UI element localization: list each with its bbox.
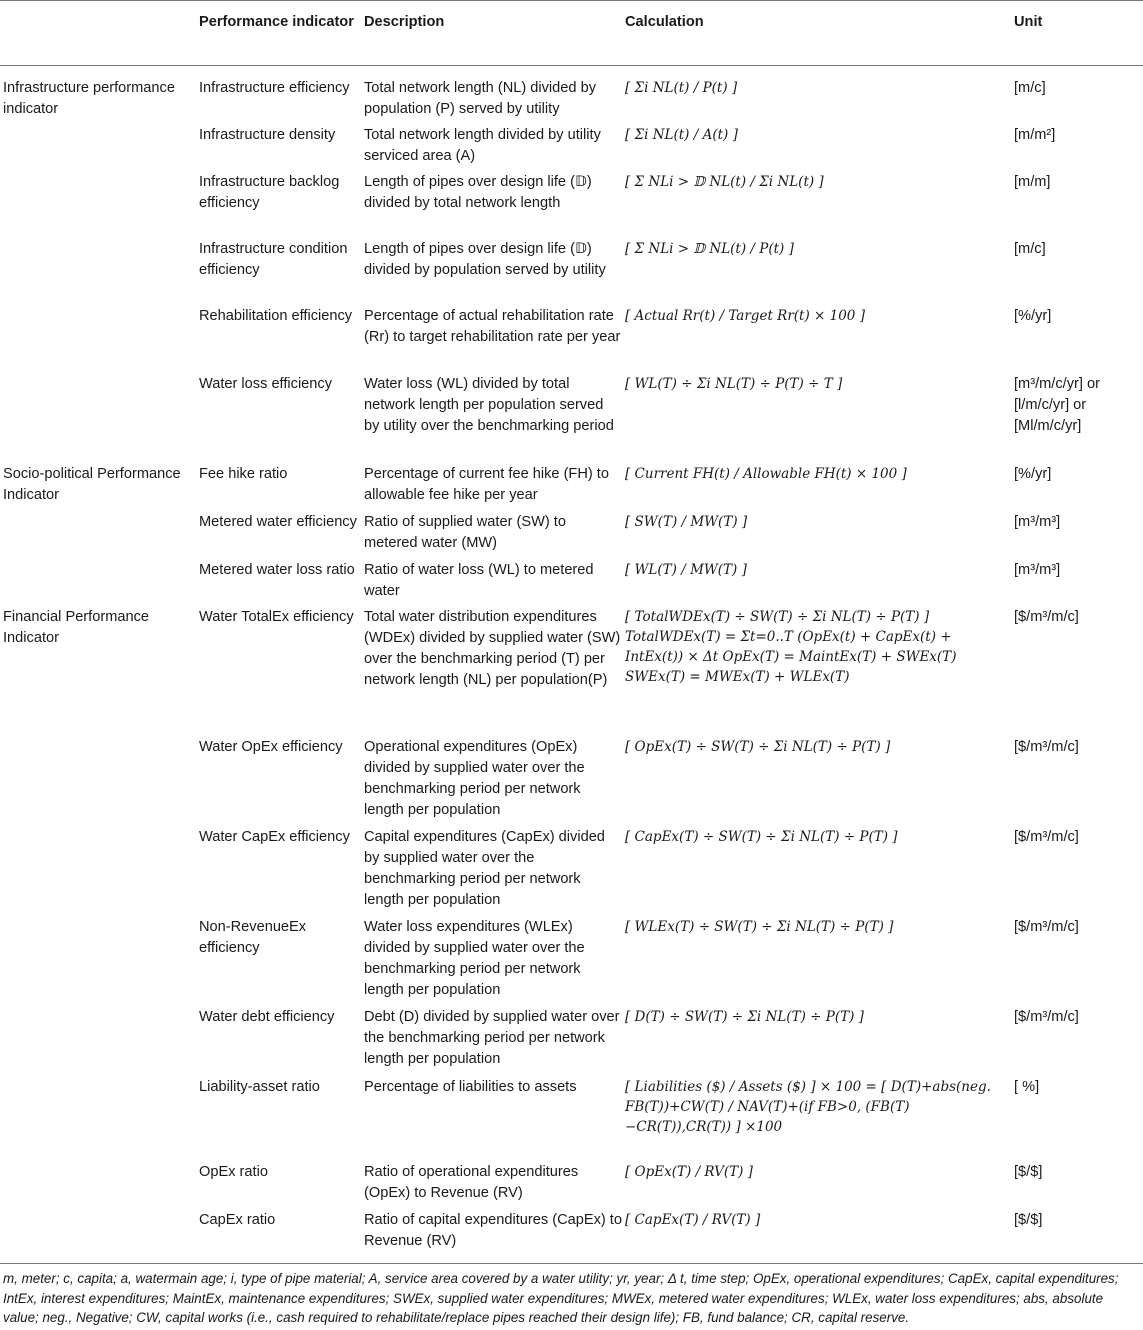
indicator-cell: Fee hike ratio: [199, 466, 288, 482]
description-cell: Percentage of liabilities to assets: [364, 1079, 577, 1095]
description-cell: Ratio of capital expenditures (CapEx) to Revenue (RV): [364, 1212, 622, 1249]
unit-cell: [m³/m/c/yr] or [l/m/c/yr] or [Ml/m/c/yr]: [1014, 376, 1100, 434]
column-header: Performance indicator: [199, 14, 354, 30]
indicator-cell: Infrastructure backlog efficiency: [199, 174, 340, 211]
indicator-cell: OpEx ratio: [199, 1164, 268, 1180]
description-cell: Capital expenditures (CapEx) divided by supplied water over the benchmarking period per network length per population: [364, 829, 605, 908]
unit-cell: [$/$]: [1014, 1164, 1043, 1180]
indicator-cell: Water loss efficiency: [199, 376, 333, 392]
description-cell: Ratio of water loss (WL) to metered water: [364, 562, 594, 599]
unit-cell: [m/m²]: [1014, 127, 1056, 143]
unit-cell: [%/yr]: [1014, 308, 1052, 324]
calculation-cell: [ WL(T) / MW(T) ]: [625, 562, 747, 578]
description-cell: Operational expenditures (OpEx) divided by supplied water over the benchmarking period per network length per population: [364, 739, 585, 818]
calculation-cell: [ Σ NLi > 𝔻 NL(t) / P(t) ]: [625, 241, 794, 257]
calculation-cell: [ Liabilities ($) / Assets ($) ] × 100 = [ D(T)+abs(neg. FB(T))+CW(T) / NAV(T)+(if FB>0, (FB(T)−CR(T)),CR(T)) ] ×100: [625, 1079, 991, 1135]
calculation-cell: [ D(T) ÷ SW(T) ÷ Σi NL(T) ÷ P(T) ]: [625, 1009, 864, 1025]
indicator-cell: Metered water loss ratio: [199, 562, 355, 578]
description-cell: Percentage of actual rehabilitation rate (Rr) to target rehabilitation rate per year: [364, 308, 621, 345]
unit-cell: [$/m³/m/c]: [1014, 919, 1079, 935]
table-footnote: m, meter; c, capita; a, watermain age; i, type of pipe material; A, service area covered by a water utility; yr, year; Δ t, time step; OpEx, operational expenditures; CapEx, capital expenditures; IntEx, interest expenditures; MaintEx, maintenance expenditures; SWEx, supplied water expenditures; MWEx, metered water expenditures; WLEx, water loss expenditures; abs, absolute value; neg., Negative; CW, capital works (i.e., cash required to rehabilitate/replace pipes reached their design life); FB, fund balance; CR, capital reserve.: [3, 1271, 1119, 1325]
indicator-cell: Infrastructure efficiency: [199, 80, 350, 96]
indicator-cell: Water OpEx efficiency: [199, 739, 343, 755]
description-cell: Percentage of current fee hike (FH) to allowable fee hike per year: [364, 466, 609, 503]
indicator-cell: Non-RevenueEx efficiency: [199, 919, 307, 956]
description-cell: Total network length (NL) divided by population (P) served by utility: [364, 80, 596, 117]
unit-cell: [$/$]: [1014, 1212, 1043, 1228]
description-cell: Water loss expenditures (WLEx) divided by supplied water over the benchmarking period per network length per population: [364, 919, 585, 998]
indicator-cell: Water CapEx efficiency: [199, 829, 350, 845]
unit-cell: [$/m³/m/c]: [1014, 739, 1079, 755]
table-bottom-rule: [0, 1263, 1143, 1264]
unit-cell: [m/c]: [1014, 80, 1046, 96]
table-top-rule: [0, 0, 1143, 1]
indicator-cell: Water TotalEx efficiency: [199, 609, 354, 625]
header-rule: [0, 65, 1143, 66]
category-cell: Infrastructure performance indicator: [3, 80, 175, 117]
indicator-cell: Liability-asset ratio: [199, 1079, 320, 1095]
description-cell: Total water distribution expenditures (WDEx) divided by supplied water (SW) over the benchmarking period (T) per network length (NL) per population(P): [364, 609, 621, 688]
description-cell: Length of pipes over design life (𝔻) divided by population served by utility: [364, 241, 606, 278]
indicator-cell: Infrastructure condition efficiency: [199, 241, 348, 278]
column-header: Description: [364, 14, 445, 30]
unit-cell: [$/m³/m/c]: [1014, 609, 1079, 625]
calculation-cell: [ OpEx(T) ÷ SW(T) ÷ Σi NL(T) ÷ P(T) ]: [625, 739, 891, 755]
unit-cell: [$/m³/m/c]: [1014, 1009, 1079, 1025]
calculation-cell: [ Actual Rr(t) / Target Rr(t) × 100 ]: [625, 308, 865, 324]
calculation-cell: [ OpEx(T) / RV(T) ]: [625, 1164, 753, 1180]
indicator-cell: Rehabilitation efficiency: [199, 308, 353, 324]
unit-cell: [ %]: [1014, 1079, 1040, 1095]
description-cell: Ratio of operational expenditures (OpEx) to Revenue (RV): [364, 1164, 579, 1201]
calculation-cell: [ Σi NL(t) / A(t) ]: [625, 127, 738, 143]
calculation-cell: [ WLEx(T) ÷ SW(T) ÷ Σi NL(T) ÷ P(T) ]: [625, 919, 894, 935]
unit-cell: [m/c]: [1014, 241, 1046, 257]
calculation-cell: [ Σi NL(t) / P(t) ]: [625, 80, 738, 96]
column-header: Unit: [1014, 14, 1043, 30]
calculation-cell: [ Current FH(t) / Allowable FH(t) × 100 ]: [625, 466, 907, 482]
indicator-cell: Infrastructure density: [199, 127, 336, 143]
calculation-cell: [ SW(T) / MW(T) ]: [625, 514, 748, 530]
category-cell: Financial Performance Indicator: [3, 609, 150, 646]
indicator-cell: Water debt efficiency: [199, 1009, 335, 1025]
calculation-cell: [ WL(T) ÷ Σi NL(T) ÷ P(T) ÷ T ]: [625, 376, 843, 392]
category-cell: Socio-political Performance Indicator: [3, 466, 181, 503]
calculation-cell: [ TotalWDEx(T) ÷ SW(T) ÷ Σi NL(T) ÷ P(T) ] TotalWDEx(T) = Σt=0..T (OpEx(t) + CapEx(t) + IntEx(t)) × Δt OpEx(T) = MaintEx(T) + SWEx(T) SWEx(T) = MWEx(T) + WLEx(T): [625, 609, 957, 685]
calculation-cell: [ CapEx(T) / RV(T) ]: [625, 1212, 761, 1228]
unit-cell: [m³/m³]: [1014, 562, 1061, 578]
description-cell: Length of pipes over design life (𝔻) divided by total network length: [364, 174, 592, 211]
unit-cell: [%/yr]: [1014, 466, 1052, 482]
calculation-cell: [ CapEx(T) ÷ SW(T) ÷ Σi NL(T) ÷ P(T) ]: [625, 829, 898, 845]
unit-cell: [$/m³/m/c]: [1014, 829, 1079, 845]
description-cell: Water loss (WL) divided by total network length per population served by utility over the benchmarking period: [364, 376, 614, 434]
column-header: Calculation: [625, 14, 704, 30]
description-cell: Debt (D) divided by supplied water over the benchmarking period per network length per population: [364, 1009, 620, 1067]
indicator-cell: CapEx ratio: [199, 1212, 276, 1228]
unit-cell: [m/m]: [1014, 174, 1051, 190]
calculation-cell: [ Σ NLi > 𝔻 NL(t) / Σi NL(t) ]: [625, 174, 824, 190]
description-cell: Total network length divided by utility serviced area (A): [364, 127, 601, 164]
indicator-cell: Metered water efficiency: [199, 514, 357, 530]
description-cell: Ratio of supplied water (SW) to metered water (MW): [364, 514, 566, 551]
unit-cell: [m³/m³]: [1014, 514, 1061, 530]
